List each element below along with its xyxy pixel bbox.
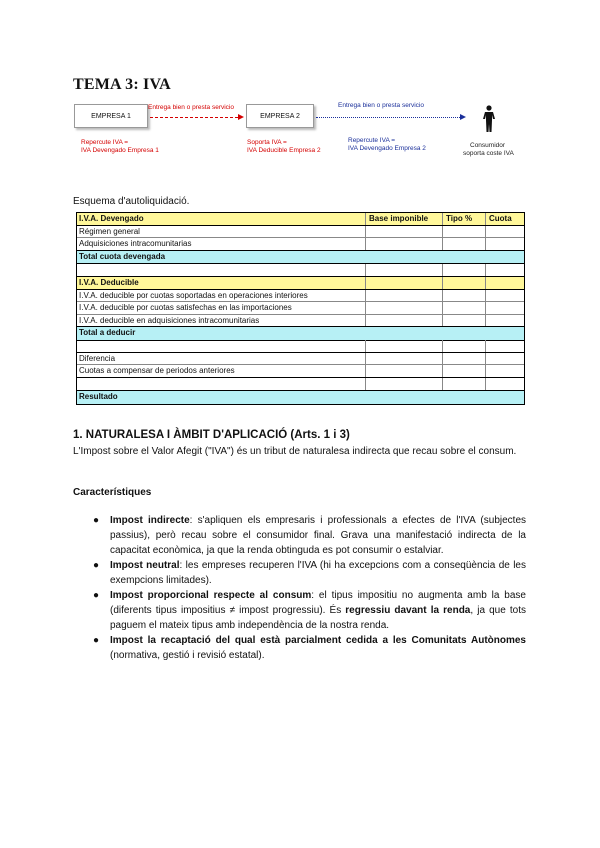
bullet-icon: ●: [93, 590, 100, 601]
table-row: [77, 365, 524, 378]
header-tipo: Tipo %: [442, 213, 485, 225]
iva-flow-diagram: [0, 0, 600, 190]
empresa-2-box: EMPRESA 2: [246, 104, 314, 128]
cell: [485, 353, 524, 365]
table-row: [77, 238, 524, 251]
cell: [442, 365, 485, 377]
row-label: I.V.A. deducible por cuotas satisfechas en las importaciones: [79, 303, 292, 313]
scheme-label: Esquema d'autoliquidació.: [73, 196, 190, 207]
cell: [442, 353, 485, 365]
table-row: [77, 226, 524, 239]
cell: [485, 378, 524, 391]
header-iva-devengado: I.V.A. Devengado: [79, 214, 144, 223]
autoliquidacion-table-devengado: [76, 212, 525, 264]
bullet-icon: ●: [93, 635, 100, 646]
total-devengada-label: Total cuota devengada: [79, 251, 166, 261]
cell: [365, 365, 442, 377]
consumer-desc-2: soporta coste IVA: [463, 150, 514, 157]
cell: [485, 340, 524, 352]
resultado-row: [77, 391, 524, 404]
empresa2-repercute-1: Repercute IVA =: [348, 137, 396, 144]
page-title: TEMA 3: IVA: [73, 76, 171, 93]
item-text: , ja que tots paguem el mateix tipus amb independència de la nostra renda.: [110, 605, 526, 631]
consumer-desc-1: Consumidor: [470, 142, 506, 149]
cell: [485, 302, 524, 314]
cell: [365, 315, 442, 327]
resultado-label: Resultado: [79, 392, 118, 401]
empresa1-desc-1: Repercute IVA =: [81, 139, 129, 146]
list-item: [93, 513, 526, 558]
arrow2-head-icon: [460, 114, 466, 120]
item-bold: regressiu davant la renda: [345, 605, 471, 616]
item-text: (normativa, gestió i revisió estatal).: [110, 650, 265, 661]
item-text: : el tipus impositiu no augmenta amb la base (diferents tipus impositius ≠ impost progressiu). És: [110, 590, 526, 616]
row-label: I.V.A. deducible en adquisiciones intracomunitarias: [79, 315, 260, 325]
item-bold: Impost proporcional respecte al consum: [110, 590, 312, 601]
row-label: I.V.A. deducible por cuotas soportadas en operaciones interiores: [79, 290, 308, 300]
cell: [77, 340, 365, 352]
cell: [365, 302, 442, 314]
cell: [77, 264, 365, 277]
cell: [365, 353, 442, 365]
table-row: [77, 290, 524, 303]
table-row: [77, 315, 524, 328]
table-row: [77, 353, 524, 366]
item-bold: Impost neutral: [110, 560, 180, 571]
empresa2-repercute-2: IVA Devengado Empresa 2: [348, 145, 426, 152]
autoliquidacion-table-deducible: [76, 276, 525, 341]
cell: [442, 277, 485, 289]
resultado-table: [76, 390, 525, 405]
cell: [442, 226, 485, 238]
cell: [442, 340, 485, 352]
autoliquidacion-table-resultado: [76, 340, 525, 391]
spacer-cells: [77, 264, 524, 277]
arrow2-label: Entrega bien o presta servicio: [338, 102, 424, 109]
cell: [442, 290, 485, 302]
row-label: Adquisiciones intracomunitarias: [79, 239, 192, 249]
cell: [485, 238, 524, 250]
cell: [365, 277, 442, 289]
consumer-person-icon: [481, 105, 497, 133]
empresa2-desc-2: IVA Deducible Empresa 2: [247, 147, 321, 154]
header-iva-deducible: I.V.A. Deducible: [79, 278, 139, 287]
empresa-1-box: EMPRESA 1: [74, 104, 148, 128]
cell: [442, 302, 485, 314]
item-bold: Impost indirecte: [110, 515, 190, 526]
item-bold: Impost la recaptació del qual està parcialment cedida a les Comunitats Autònomes: [110, 635, 526, 646]
cell: [485, 264, 524, 277]
spacer-row: [77, 340, 524, 353]
total-deducir-row: [77, 327, 524, 340]
arrow1-label: Entrega bien o presta servicio: [148, 104, 234, 111]
cell: [365, 378, 442, 391]
table-header-row: [77, 213, 524, 226]
spacer-row: [77, 378, 524, 391]
cell: [485, 226, 524, 238]
deducible-header-row: [77, 277, 524, 290]
total-devengada-row: [77, 251, 524, 264]
header-cuota: Cuota: [485, 213, 524, 225]
section-heading: 1. NATURALESA I ÀMBIT D'APLICACIÓ (Arts. 1 i 3): [73, 429, 350, 441]
list-item: [93, 588, 526, 633]
cell: [365, 226, 442, 238]
cell: [442, 264, 485, 277]
item-text: : les empreses recuperen l'IVA (hi ha excepcions com a conseqüència de les exempcions limitades).: [110, 560, 526, 586]
characteristics-heading: Característiques: [73, 487, 152, 498]
arrow2-line: [316, 117, 460, 118]
empresa1-desc-2: IVA Devengado Empresa 1: [81, 147, 159, 154]
row-label: Régimen general: [79, 226, 140, 236]
arrow1-line: [150, 117, 238, 118]
cell: [485, 315, 524, 327]
cell: [442, 378, 485, 391]
cell: [365, 340, 442, 352]
diferencia-label: Diferencia: [79, 353, 116, 363]
cell: [442, 238, 485, 250]
cell: [485, 365, 524, 377]
cell: [365, 238, 442, 250]
total-deducir-label: Total a deducir: [79, 328, 136, 338]
cell: [365, 264, 442, 277]
bullet-icon: ●: [93, 515, 100, 526]
header-base-imponible: Base imponible: [365, 213, 442, 225]
arrow1-head-icon: [238, 114, 244, 120]
characteristics-list: [93, 513, 526, 663]
table-row: [77, 302, 524, 315]
item-text: : s'apliquen els empresaris i professionals a efectes de l'IVA (subjectes passius), però recau sobre el consumidor final. Grava una manifestació indirecta de la capacitat econòmica, ja que la renda obtinguda es pot consumir o estalviar.: [110, 515, 527, 556]
spacer-row: [76, 264, 525, 276]
intro-paragraph: L'Impost sobre el Valor Afegit ("IVA") és un tribut de naturalesa indirecta que recau sobre el consum.: [73, 446, 517, 457]
empresa2-desc-1: Soporta IVA =: [247, 139, 287, 146]
cell: [442, 315, 485, 327]
list-item: [93, 633, 526, 663]
list-item: [93, 558, 526, 588]
bullet-icon: ●: [93, 560, 100, 571]
cell: [365, 290, 442, 302]
cell: [485, 277, 524, 289]
cell: [77, 378, 365, 391]
cuotas-compensar-label: Cuotas a compensar de periodos anteriores: [79, 366, 235, 376]
cell: [485, 290, 524, 302]
